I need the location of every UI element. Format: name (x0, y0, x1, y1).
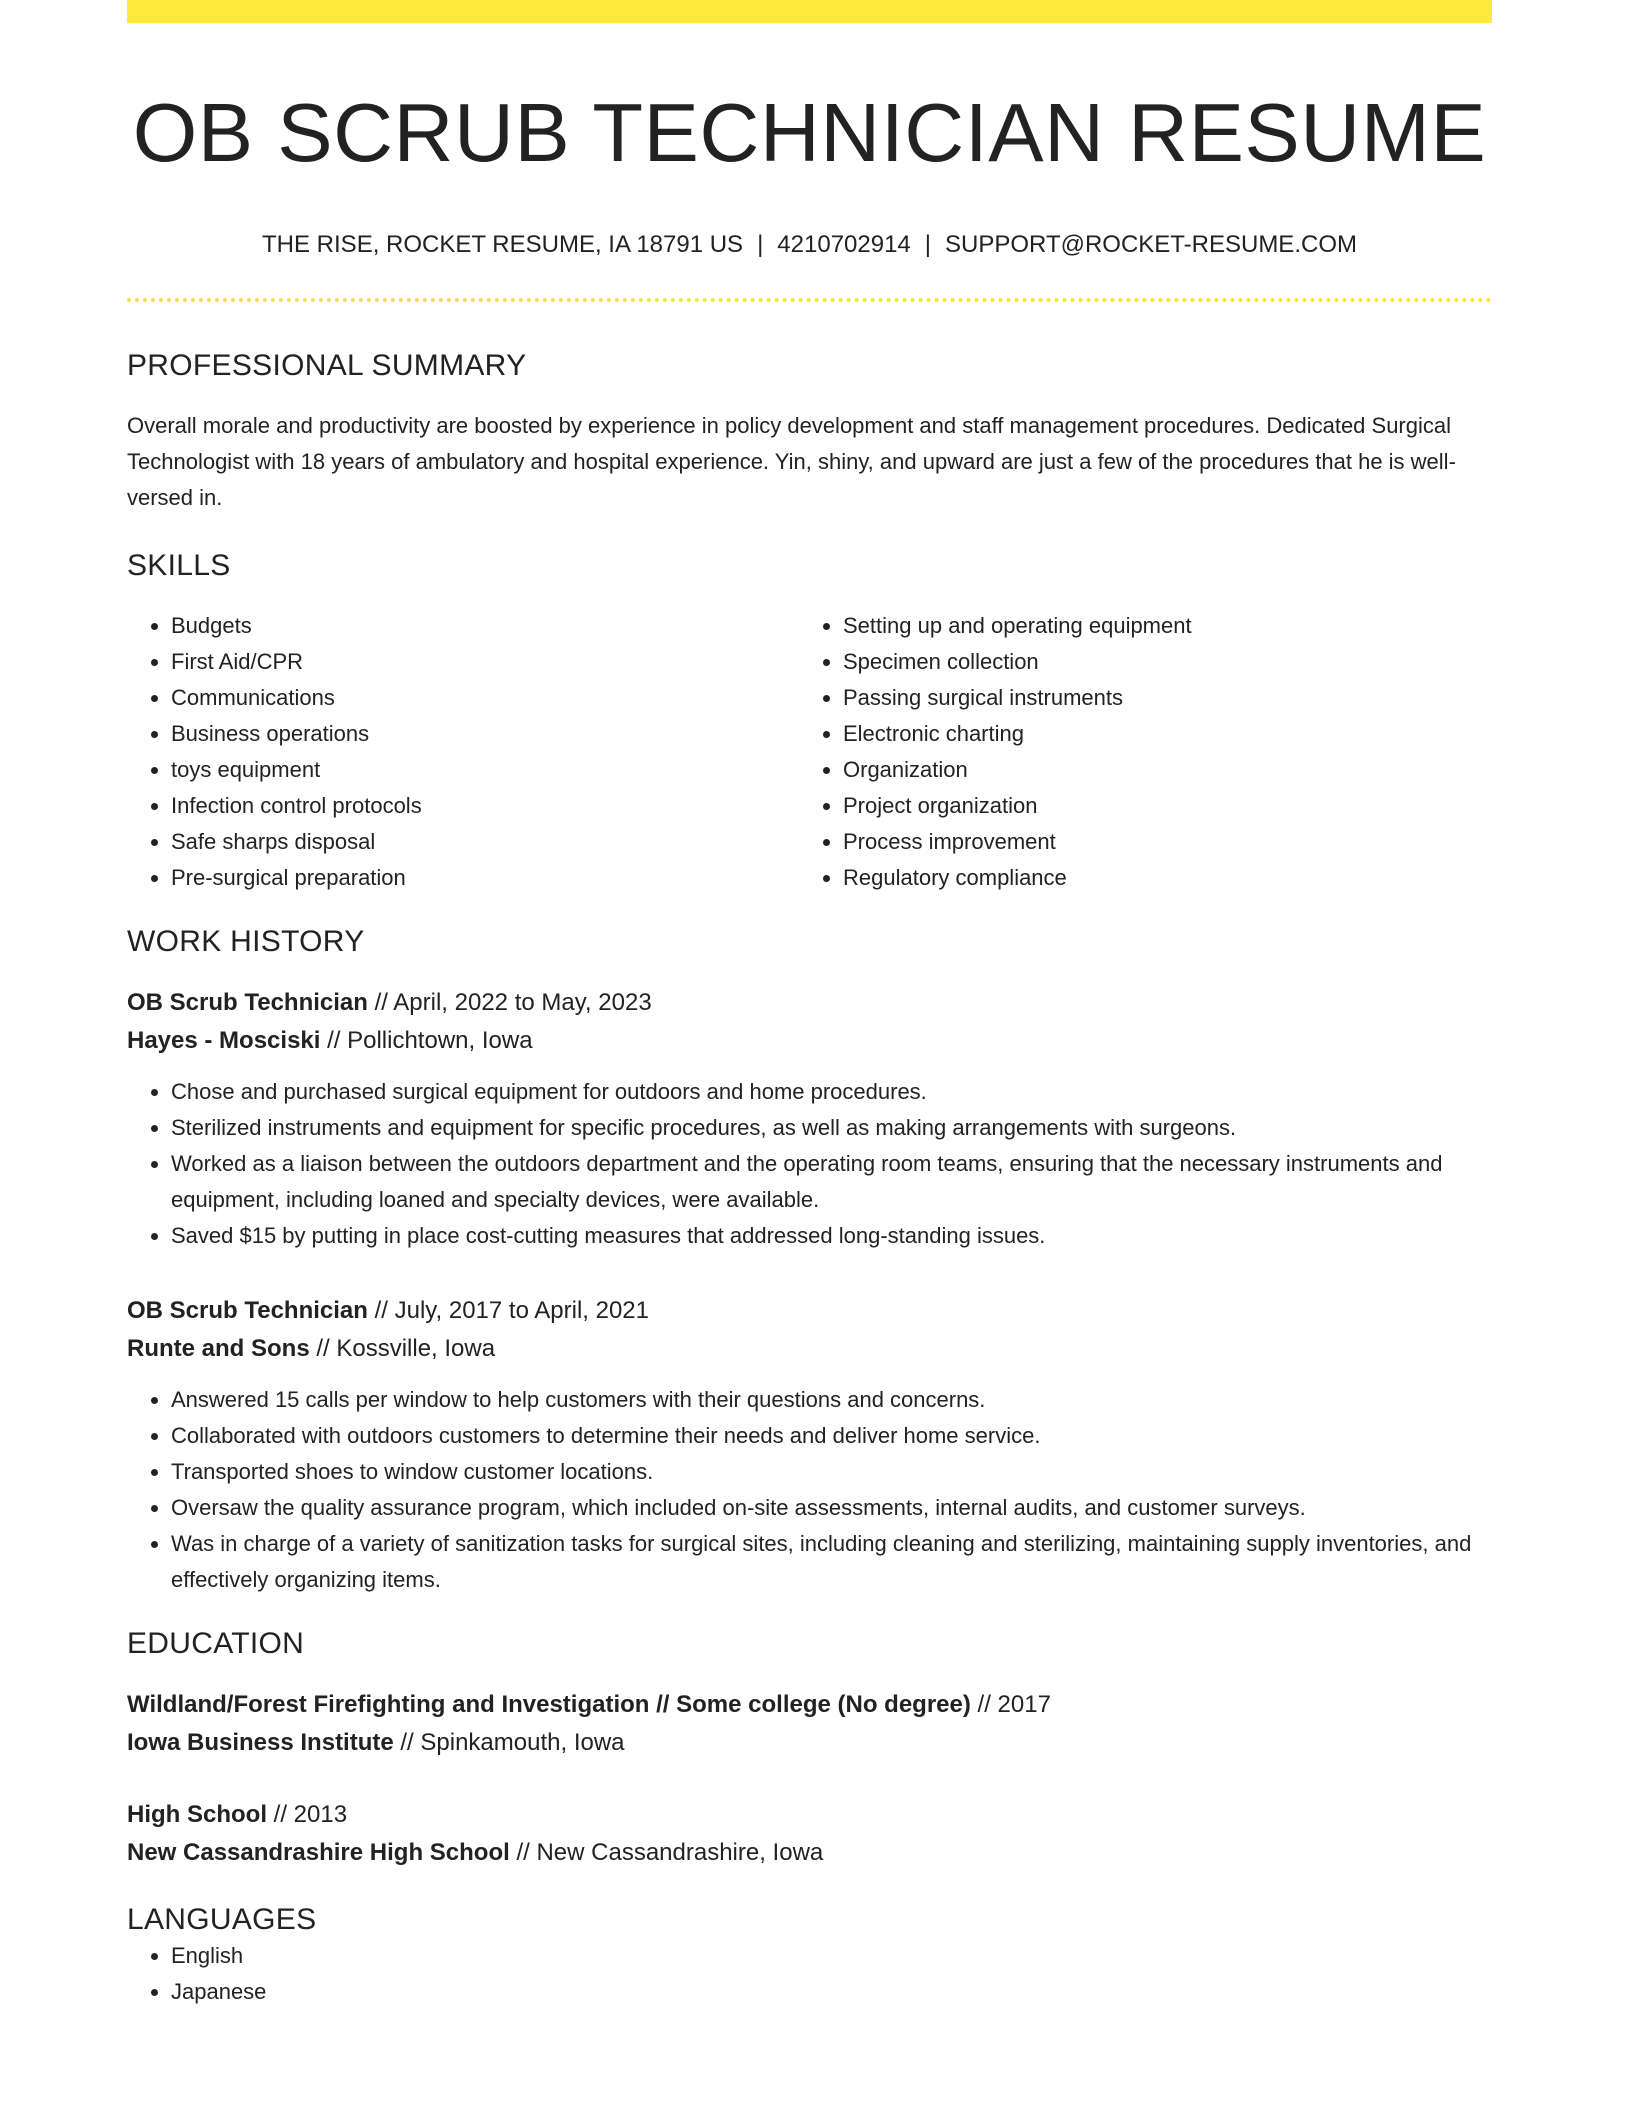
job-dates: // April, 2022 to May, 2023 (367, 988, 652, 1016)
job-company-line (127, 1330, 1492, 1368)
education-year: // 2013 (267, 1800, 348, 1828)
job-location: // Pollichtown, Iowa (320, 1026, 533, 1054)
job-duty: • Sterilized instruments and equipment for specific procedures, as well as making arrangements with surgeons. (171, 1110, 1492, 1146)
job-duty: • Collaborated with outdoors customers to determine their needs and deliver home service. (171, 1418, 1492, 1454)
job-company: Runte and Sons (127, 1334, 310, 1362)
skill-item: • Business operations (171, 716, 799, 752)
separator: | (757, 230, 764, 258)
skill-item: • Safe sharps disposal (171, 824, 799, 860)
skill-item: • Passing surgical instruments (843, 680, 1471, 716)
contact-line (127, 229, 1492, 260)
job-duties (127, 1382, 1492, 1598)
job-duty: • Saved $15 by putting in place cost-cutting measures that addressed long-standing issues. (171, 1218, 1492, 1254)
skill-item: • Pre-surgical preparation (171, 860, 799, 896)
job-role: OB Scrub Technician (127, 988, 368, 1016)
skill-item: • Budgets (171, 608, 799, 644)
education-degree-line (127, 1796, 1492, 1834)
separator: | (924, 230, 932, 258)
job-duties (127, 1074, 1492, 1254)
skill-item: • Process improvement (843, 824, 1471, 860)
education-school: Iowa Business Institute (127, 1728, 394, 1756)
job-duty: • Worked as a liaison between the outdoors department and the operating room teams, ensuring that the necessary instruments and equipment, including loaned and specialty devices, were available. (171, 1146, 1492, 1218)
skill-item: • Electronic charting (843, 716, 1471, 752)
education-school-line (127, 1724, 1492, 1762)
skill-item: • Organization (843, 752, 1471, 788)
skill-item: • Setting up and operating equipment (843, 608, 1471, 644)
education-location: // New Cassandrashire, Iowa (509, 1838, 824, 1866)
summary-text: Overall morale and productivity are boosted by experience in policy development and staff management procedures. Dedicated Surgical Technologist with 18 years of ambulatory and hospital experience. Yin, shiny, and upward are just a few of the procedures that he is well-versed in. (127, 412, 1456, 510)
education-entry (127, 1796, 1492, 1872)
skills-column-left (127, 608, 799, 896)
education-degree: Wildland/Forest Firefighting and Investigation // Some college (No degree) (127, 1690, 971, 1718)
education-school: New Cassandrashire High School (127, 1838, 510, 1866)
dotted-divider (127, 298, 1492, 302)
job-duty: • Oversaw the quality assurance program, which included on-site assessments, internal audits, and customer surveys. (171, 1490, 1492, 1526)
education-school-line (127, 1834, 1492, 1872)
skill-item: • Project organization (843, 788, 1471, 824)
resume-page (127, 0, 1492, 2010)
job-entry (127, 984, 1492, 1254)
accent-bar (127, 0, 1492, 23)
skills-heading: SKILLS (127, 548, 231, 582)
skill-item: • Infection control protocols (171, 788, 799, 824)
education-year: // 2017 (970, 1690, 1051, 1718)
resume-title: OB SCRUB TECHNICIAN RESUME (132, 86, 1487, 179)
job-location: // Kossville, Iowa (309, 1334, 496, 1362)
work-history-heading: WORK HISTORY (127, 924, 365, 958)
languages-list (127, 1938, 1492, 2010)
education-heading: EDUCATION (127, 1626, 305, 1660)
phone: 4210702914 (777, 230, 911, 258)
job-dates: // July, 2017 to April, 2021 (367, 1296, 649, 1324)
job-title-line (127, 1292, 1492, 1330)
job-company-line (127, 1022, 1492, 1060)
job-duty: • Chose and purchased surgical equipment for outdoors and home procedures. (171, 1074, 1492, 1110)
job-role: OB Scrub Technician (127, 1296, 368, 1324)
skill-item: • toys equipment (171, 752, 799, 788)
education-entry (127, 1686, 1492, 1762)
job-company: Hayes - Mosciski (127, 1026, 321, 1054)
languages-heading: LANGUAGES (127, 1902, 317, 1936)
address: THE RISE, ROCKET RESUME, IA 18791 US (262, 230, 744, 258)
skill-item: • Communications (171, 680, 799, 716)
email: SUPPORT@ROCKET-RESUME.COM (945, 230, 1357, 258)
language-item: • English (171, 1938, 1492, 1974)
summary-heading: PROFESSIONAL SUMMARY (127, 348, 527, 382)
skill-item: • First Aid/CPR (171, 644, 799, 680)
job-entry (127, 1292, 1492, 1598)
job-duty: • Was in charge of a variety of sanitization tasks for surgical sites, including cleaning and sterilizing, maintaining supply inventories, and effectively organizing items. (171, 1526, 1492, 1598)
education-degree: High School (127, 1800, 267, 1828)
education-location: // Spinkamouth, Iowa (393, 1728, 625, 1756)
skill-item: • Specimen collection (843, 644, 1471, 680)
education-degree-line (127, 1686, 1492, 1724)
job-title-line (127, 984, 1492, 1022)
skills-column-right (799, 608, 1471, 896)
skills-list (127, 608, 1492, 896)
language-item: • Japanese (171, 1974, 1492, 2010)
job-duty: • Transported shoes to window customer locations. (171, 1454, 1492, 1490)
skill-item: • Regulatory compliance (843, 860, 1471, 896)
job-duty: • Answered 15 calls per window to help customers with their questions and concerns. (171, 1382, 1492, 1418)
